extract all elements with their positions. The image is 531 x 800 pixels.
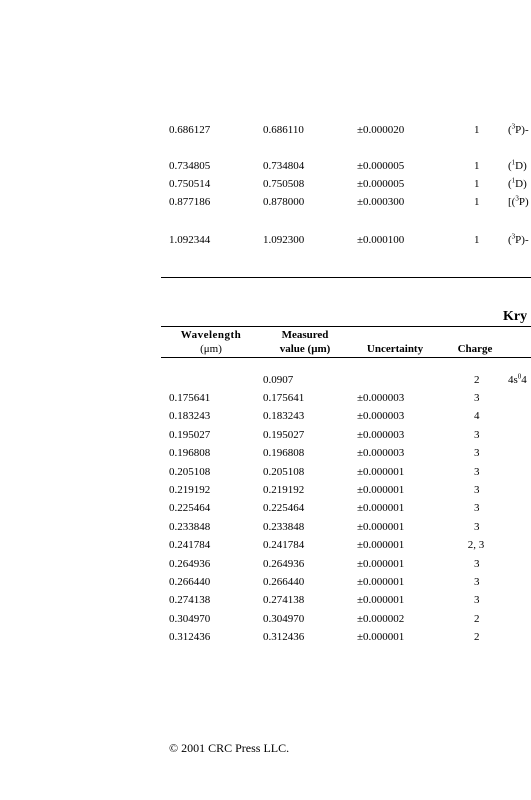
section-title: Kry (503, 309, 528, 324)
cell-uncertainty: ±0.000001 (357, 631, 405, 643)
cell-charge: 3 (474, 466, 480, 478)
cell-uncertainty: ±0.000003 (357, 429, 405, 441)
cell-charge: 1 (474, 234, 480, 246)
cell-charge: 2 (474, 631, 480, 643)
cell-uncertainty: ±0.000001 (357, 576, 405, 588)
table-row (0, 373, 531, 387)
cell-measured-value: 0.175641 (263, 392, 305, 404)
table-row (0, 538, 531, 552)
table-row (0, 557, 531, 571)
cell-transition: ($^1$D) (508, 158, 527, 172)
header-uncertainty (355, 342, 435, 356)
cell-uncertainty: ±0.000001 (357, 466, 405, 478)
cell-wavelength: 0.877186 (169, 196, 211, 208)
cell-wavelength: 0.274138 (169, 594, 211, 606)
table-row (0, 195, 531, 209)
header-wavelength-label: Wavelength (180, 329, 242, 341)
table-row (0, 593, 531, 607)
cell-measured-value: 0.274138 (263, 594, 305, 606)
cell-uncertainty: ±0.000001 (357, 484, 405, 496)
header-bottom-rule (161, 357, 531, 358)
cell-charge: 3 (474, 594, 480, 606)
cell-transition: ($^1$D) (508, 176, 527, 190)
cell-uncertainty: ±0.000001 (357, 539, 405, 551)
table-row (0, 575, 531, 589)
cell-uncertainty: ±0.000001 (357, 558, 405, 570)
header-measured (263, 328, 347, 356)
cell-wavelength: 1.092344 (169, 234, 211, 246)
cell-wavelength: 0.264936 (169, 558, 211, 570)
cell-measured-value: 0.183243 (263, 410, 305, 422)
table-row (0, 391, 531, 405)
cell-uncertainty: ±0.000002 (357, 613, 405, 625)
cell-charge: 1 (474, 124, 480, 136)
cell-measured-value: 1.092300 (263, 234, 305, 246)
table-row (0, 483, 531, 497)
header-uncertainty-label: Uncertainty (366, 343, 424, 355)
header-wavelength-unit: (μm) (200, 343, 222, 355)
header-charge-label: Charge (457, 343, 493, 355)
cell-measured-value: 0.225464 (263, 502, 305, 514)
cell-wavelength: 0.196808 (169, 447, 211, 459)
table-row (0, 520, 531, 534)
cell-wavelength: 0.312436 (169, 631, 211, 643)
header-top-rule (161, 326, 531, 327)
cell-uncertainty: ±0.000001 (357, 502, 405, 514)
cell-uncertainty: ±0.000100 (357, 234, 405, 246)
table-row (0, 123, 531, 137)
cell-charge: 3 (474, 502, 480, 514)
cell-transition: ($^3$P)- (508, 122, 529, 136)
cell-charge: 3 (474, 429, 480, 441)
cell-uncertainty: ±0.000300 (357, 196, 405, 208)
table-row (0, 501, 531, 515)
cell-wavelength: 0.750514 (169, 178, 211, 190)
cell-uncertainty: ±0.000001 (357, 594, 405, 606)
cell-wavelength: 0.266440 (169, 576, 211, 588)
cell-measured-value: 0.734804 (263, 160, 305, 172)
cell-wavelength: 0.233848 (169, 521, 211, 533)
cell-wavelength: 0.205108 (169, 466, 211, 478)
cell-charge: 3 (474, 576, 480, 588)
cell-wavelength: 0.686127 (169, 124, 211, 136)
cell-wavelength: 0.241784 (169, 539, 211, 551)
cell-measured-value: 0.241784 (263, 539, 305, 551)
cell-measured-value: 0.195027 (263, 429, 305, 441)
table-row (0, 612, 531, 626)
table-row (0, 159, 531, 173)
cell-transition: $4s^04$ (508, 372, 527, 386)
cell-uncertainty: ±0.000003 (357, 392, 405, 404)
cell-measured-value: 0.266440 (263, 576, 305, 588)
cell-wavelength: 0.195027 (169, 429, 211, 441)
cell-measured-value: 0.205108 (263, 466, 305, 478)
cell-measured-value: 0.196808 (263, 447, 305, 459)
cell-charge: 1 (474, 178, 480, 190)
table-row (0, 233, 531, 247)
table-row (0, 465, 531, 479)
cell-charge: 4 (474, 410, 480, 422)
table-row (0, 446, 531, 460)
cell-charge: 2 (474, 374, 480, 386)
table-row (0, 409, 531, 423)
copyright-footer: © 2001 CRC Press LLC. (169, 741, 290, 755)
cell-wavelength: 0.183243 (169, 410, 211, 422)
header-measured-label: Measured (281, 329, 329, 341)
cell-measured-value: 0.304970 (263, 613, 305, 625)
cell-transition: [($^3$P) (508, 194, 529, 208)
cell-uncertainty: ±0.000005 (357, 160, 405, 172)
cell-charge: 3 (474, 447, 480, 459)
cell-charge: 3 (474, 484, 480, 496)
header-wavelength (163, 328, 259, 356)
cell-charge: 2, 3 (467, 539, 485, 551)
cell-measured-value: 0.686110 (263, 124, 304, 136)
cell-wavelength: 0.219192 (169, 484, 211, 496)
cell-charge: 2 (474, 613, 480, 625)
cell-charge: 3 (474, 558, 480, 570)
cell-wavelength: 0.304970 (169, 613, 211, 625)
cell-uncertainty: ±0.000005 (357, 178, 405, 190)
section-rule (161, 277, 531, 278)
cell-measured-value: 0.264936 (263, 558, 305, 570)
table-row (0, 428, 531, 442)
cell-charge: 1 (474, 196, 480, 208)
cell-wavelength: 0.225464 (169, 502, 211, 514)
cell-measured-value: 0.750508 (263, 178, 305, 190)
cell-charge: 3 (474, 521, 480, 533)
cell-measured-value: 0.219192 (263, 484, 305, 496)
header-measured-unit: value (μm) (279, 343, 331, 355)
cell-measured-value: 0.233848 (263, 521, 305, 533)
cell-uncertainty: ±0.000001 (357, 521, 405, 533)
header-charge (450, 342, 500, 356)
cell-uncertainty: ±0.000020 (357, 124, 405, 136)
cell-measured-value: 0.878000 (263, 196, 305, 208)
cell-charge: 1 (474, 160, 480, 172)
cell-wavelength: 0.175641 (169, 392, 211, 404)
cell-uncertainty: ±0.000003 (357, 447, 405, 459)
cell-measured-value: 0.312436 (263, 631, 305, 643)
cell-wavelength: 0.734805 (169, 160, 211, 172)
cell-measured-value: 0.0907 (263, 374, 294, 386)
table-row (0, 177, 531, 191)
table-row (0, 630, 531, 644)
cell-charge: 3 (474, 392, 480, 404)
cell-transition: ($^3$P)- (508, 232, 529, 246)
cell-uncertainty: ±0.000003 (357, 410, 405, 422)
